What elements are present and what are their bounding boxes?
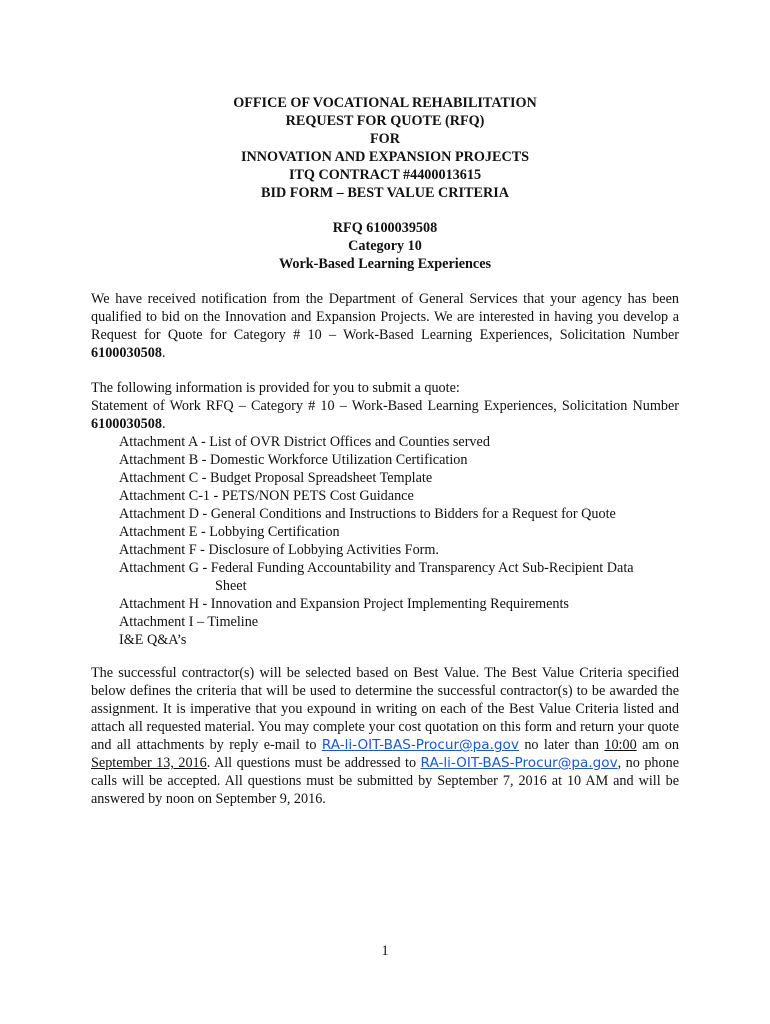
list-item: Attachment C - Budget Proposal Spreadsheet Template <box>119 470 433 486</box>
intro-end: . <box>161 345 166 361</box>
closing-text: The successful contractor(s) will be selected based on Best Value. The Best Value Criteria specified below defines the criteria that will be used to determine the successful contractor(s) to be awarded the assignment. It is imperative that you expound in writing on each of the Best Value Criteria listed and attach all requested material. You may complete your cost quotation on this form and return your quote and all attachments by reply e-mail to <box>91 665 679 753</box>
list-item: Attachment H - Innovation and Expansion Project Implementing Requirements <box>119 596 569 612</box>
list-item: Attachment G - Federal Funding Accountability and Transparency Act Sub-Recipient Data <box>119 560 634 576</box>
sow-text: Statement of Work RFQ – Category # 10 – Work-Based Learning Experiences, Solicitation Number <box>91 398 679 414</box>
header-line: OFFICE OF VOCATIONAL REHABILITATION <box>233 95 537 111</box>
deadline-date: September 13, 2016 <box>91 755 207 771</box>
closing-text: no later than <box>518 737 605 753</box>
sow-line <box>91 397 679 433</box>
closing-paragraph <box>91 664 679 808</box>
list-item: Attachment E - Lobbying Certification <box>119 524 340 540</box>
header-line: INNOVATION AND EXPANSION PROJECTS <box>240 149 530 165</box>
intro-paragraph <box>91 290 679 362</box>
sow-end: . <box>161 416 166 432</box>
header-line: BID FORM – BEST VALUE CRITERIA <box>261 185 509 201</box>
rfq-subheader <box>0 219 770 273</box>
list-item: Attachment C-1 - PETS/NON PETS Cost Guidance <box>119 488 414 504</box>
page-number: 1 <box>381 943 389 959</box>
closing-text: am on <box>636 737 679 753</box>
list-item: Attachment F - Disclosure of Lobbying Activities Form. <box>119 542 439 558</box>
header-line: ITQ CONTRACT #4400013615 <box>288 167 482 183</box>
solicitation-number: 6100030508 <box>91 345 162 361</box>
rfq-number: RFQ 6100039508 <box>332 220 438 236</box>
closing-text: . All questions must be addressed to <box>206 755 421 771</box>
list-item: Attachment B - Domestic Workforce Utilization Certification <box>119 452 468 468</box>
sow-number: 6100030508 <box>91 416 162 432</box>
list-item: Attachment I – Timeline <box>119 614 259 630</box>
list-item: I&E Q&A’s <box>119 632 187 648</box>
closing-text: , no phone calls will be accepted. All questions must be submitted by September 7, 2016 at 10 AM and will be answered by noon on September 9, 2016. <box>91 755 680 807</box>
email-link[interactable]: RA-li-OIT-BAS-Procur@pa.gov <box>321 737 519 753</box>
info-line: The following information is provided for you to submit a quote: <box>91 380 460 396</box>
category-title: Work-Based Learning Experiences <box>278 256 492 272</box>
intro-text: We have received notification from the Department of General Services that your agency has been qualified to bid on the Innovation and Expansion Projects. We are interested in having you develop a Request for Quote for Category # 10 – Work-Based Learning Experiences, Solicitation Number <box>91 291 679 343</box>
list-item-continuation: Sheet <box>215 578 247 594</box>
document-header <box>0 94 770 202</box>
info-paragraph <box>91 379 679 433</box>
attachments-list <box>119 433 679 649</box>
email-link[interactable]: RA-li-OIT-BAS-Procur@pa.gov <box>420 755 618 771</box>
header-line: FOR <box>370 131 400 147</box>
deadline-time: 10:00 <box>604 737 637 753</box>
list-item: Attachment A - List of OVR District Offices and Counties served <box>119 434 490 450</box>
category-number: Category 10 <box>348 238 422 254</box>
header-line: REQUEST FOR QUOTE (RFQ) <box>285 113 485 129</box>
list-item: Attachment D - General Conditions and Instructions to Bidders for a Request for Quote <box>119 506 616 522</box>
